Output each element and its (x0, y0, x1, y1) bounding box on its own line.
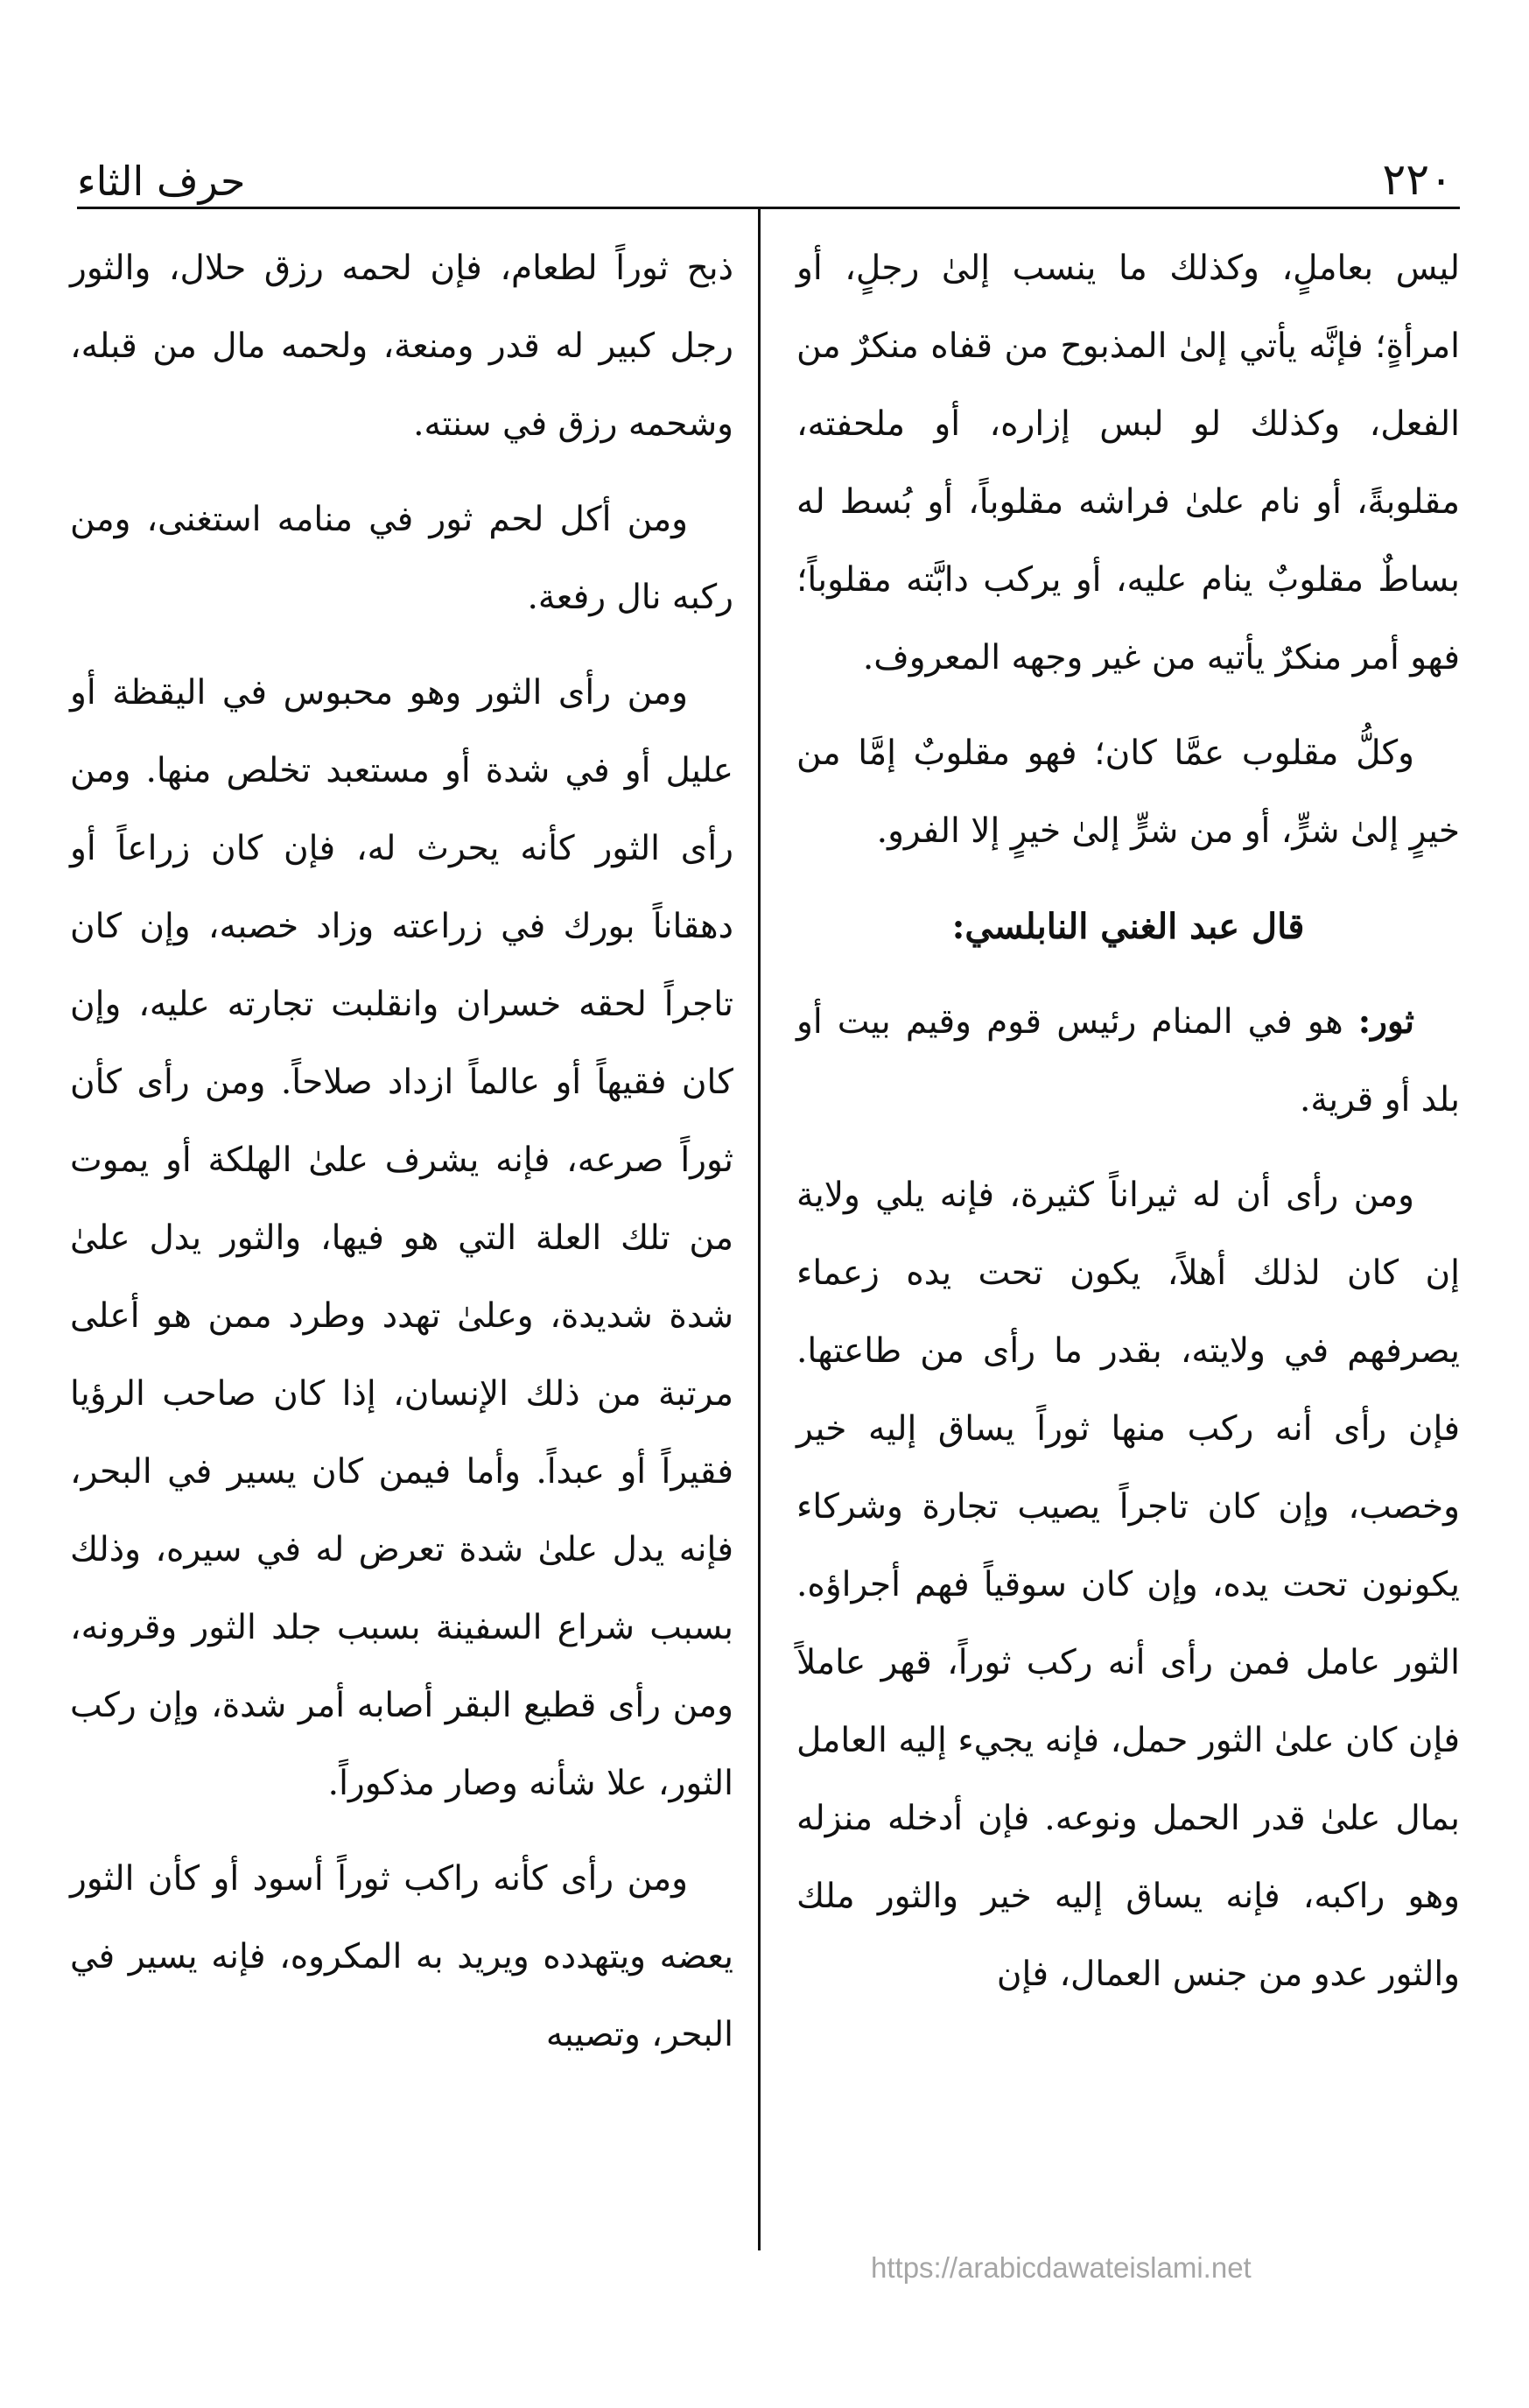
paragraph: ومن رأى الثور وهو محبوس في اليقظة أو عليل أو في شدة أو مستعبد تخلص منها. ومن رأى الثور كأنه يحرث له، فإن كان زراعاً أو دهقاناً بورك في زراعته وزاد خصبه، وإن كان تاجراً لحقه خسران وانقلبت تجارته عليه، وإن كان فقيهاً أو عالماً ازداد صلاحاً. ومن رأى كأن ثوراً صرعه، فإنه يشرف علىٰ الهلكة أو يموت من تلك العلة التي هو فيها، والثور يدل علىٰ شدة شديدة، وعلىٰ تهدد وطرد ممن هو أعلى مرتبة من ذلك الإنسان، إذا كان صاحب الرؤيا فقيراً أو عبداً. وأما فيمن كان يسير في البحر، فإنه يدل علىٰ شدة تعرض له في سيره، وذلك بسبب شراع السفينة بسبب جلد الثور وقرونه، ومن رأى قطيع البقر أصابه أمر شدة، وإن ركب الثور، علا شأنه وصار مذكوراً. (70, 673, 733, 1803)
paragraph: ومن أكل لحم ثور في منامه استغنى، ومن ركبه نال رفعة. (70, 500, 733, 617)
right-column (796, 229, 1460, 2031)
paragraph: ومن رأى كأنه راكب ثوراً أسود أو كأن الثور يعضه ويتهدده ويريد به المكروه، فإنه يسير في البحر، وتصيبه (70, 1859, 733, 2054)
paragraph (796, 983, 1460, 1139)
entry-text: هو في المنام رئيس قوم وقيم بيت أو بلد أو قرية. (796, 1002, 1460, 1120)
chapter-title: حرف الثاء (77, 158, 246, 205)
paragraph: ليس بعاملٍ، وكذلك ما ينسب إلىٰ رجلٍ، أو امرأةٍ؛ فإنَّه يأتي إلىٰ المذبوح من قفاه منكرٌ من الفعل، وكذلك لو لبس إزاره، أو ملحفته، مقلوبةً، أو نام علىٰ فراشه مقلوباً، أو بُسط له بساطٌ مقلوبٌ ينام عليه، أو يركب دابَّته مقلوباً؛ فهو أمر منكرٌ يأتيه من غير وجهه المعروف. (796, 249, 1460, 677)
paragraph: وكلُّ مقلوب عمَّا كان؛ فهو مقلوبٌ إمَّا من خيرٍ إلىٰ شرٍّ، أو من شرٍّ إلىٰ خيرٍ إلا الفرو. (796, 734, 1460, 851)
paragraph: ومن رأى أن له ثيراناً كثيرة، فإنه يلي ولاية إن كان لذلك أهلاً، يكون تحت يده زعماء يصرفهم في ولايته، بقدر ما رأى من طاعتها. فإن رأى أنه ركب منها ثوراً يساق إليه خير وخصب، وإن كان تاجراً يصيب تجارة وشركاء يكونون تحت يده، وإن كان سوقياً فهم أجراؤه. الثور عامل فمن رأى أنه ركب ثوراً، قهر عاملاً فإن كان علىٰ الثور حمل، فإنه يجيء إليه العامل بمال علىٰ قدر الحمل ونوعه. فإن أدخله منزله وهو راكبه، فإنه يساق إليه خير والثور ملك والثور عدو من جنس العمال، فإن (796, 1176, 1460, 1994)
paragraph: ذبح ثوراً لطعام، فإن لحمه رزق حلال، والثور رجل كبير له قدر ومنعة، ولحمه مال من قبله، وشحمه رزق في سنته. (70, 249, 733, 444)
page-header (77, 131, 1453, 205)
section-heading: قال عبد الغني النابلسي: (951, 906, 1305, 947)
page-number: ٢٢٠ (1382, 154, 1453, 205)
column-divider (758, 207, 761, 2250)
source-watermark: https://arabicdawateislami.net (871, 2251, 1252, 2284)
left-column (70, 229, 733, 2091)
header-rule (77, 207, 1460, 209)
entry-term: ثور: (1357, 1001, 1414, 1042)
